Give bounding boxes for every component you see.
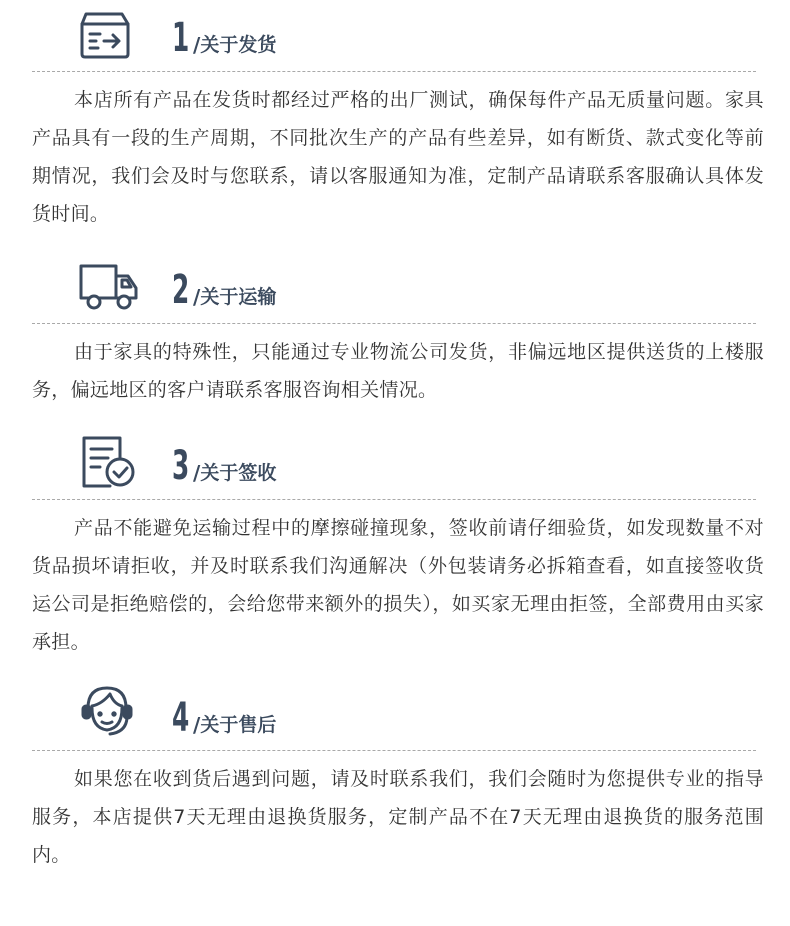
customer-service-icon [80,684,134,742]
section-title: 关于发货 [200,34,277,56]
section-number: 2 [172,267,190,313]
section-number: 1 [172,15,190,61]
section-heading [172,267,277,313]
dashed-divider [32,750,756,751]
section-title: 关于签收 [200,462,277,484]
section-heading [172,443,277,489]
section-separator: / [193,285,201,309]
section-title: 关于售后 [200,714,277,736]
dashed-divider [32,323,756,324]
section-separator: / [193,461,201,485]
section-text: 产品不能避免运输过程中的摩擦碰撞现象，签收前请仔细验货，如发现数量不对货品损坏请拒收，并及时联系我们沟通解决（外包装请务必拆箱查看，如直接签收货运公司是拒绝赔偿的，会给您带来额外的损失），如买家无理由拒签，全部费用由买家承担。 [32,517,764,653]
section-text: 本店所有产品在发货时都经过严格的出厂测试，确保每件产品无质量问题。家具产品具有一段的生产周期，不同批次生产的产品有些差异，如有断货、款式变化等前期情况，我们会及时与您联系，请以客服通知为准，定制产品请联系客服确认具体发货时间。 [32,89,764,225]
section-title: 关于运输 [200,286,277,308]
section-number: 3 [172,443,190,489]
section-separator: / [193,713,201,737]
truck-icon [78,262,140,312]
section-separator: / [193,33,201,57]
delivery-box-icon [78,10,132,60]
section-heading [172,695,277,741]
dashed-divider [32,499,756,500]
section-number: 4 [172,695,190,741]
section-text: 如果您在收到货后遇到问题，请及时联系我们，我们会随时为您提供专业的指导服务，本店提供7天无理由退换货服务，定制产品不在7天无理由退换货的服务范围内。 [32,768,764,866]
document-check-icon [80,434,138,490]
dashed-divider [32,71,756,72]
section-text: 由于家具的特殊性，只能通过专业物流公司发货，非偏远地区提供送货的上楼服务，偏远地区的客户请联系客服咨询相关情况。 [32,341,764,401]
section-heading [172,15,277,61]
